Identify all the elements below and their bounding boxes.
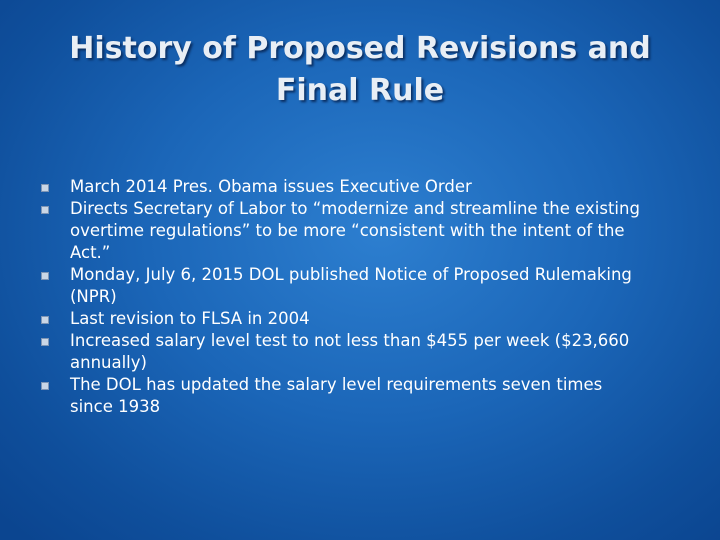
bullet-item-6 — [0, 374, 720, 418]
bullet-5-line-1: Increased salary level test to not less than $455 per week ($23,660 — [70, 331, 630, 350]
bullet-item-4 — [0, 308, 720, 330]
square-bullet-icon — [41, 316, 49, 324]
bullet-3-line-2: (NPR) — [70, 287, 117, 306]
bullet-2-line-3: Act.” — [70, 243, 111, 262]
bullet-item-1 — [0, 176, 720, 198]
bullet-item-3 — [0, 264, 720, 308]
bullet-6-line-1: The DOL has updated the salary level requirements seven times — [70, 375, 603, 394]
bullet-5-line-2: annually) — [70, 353, 147, 372]
square-bullet-icon — [41, 338, 49, 346]
bullet-4-line-1: Last revision to FLSA in 2004 — [70, 309, 310, 328]
square-bullet-icon — [41, 206, 49, 214]
square-bullet-icon — [41, 272, 49, 280]
square-bullet-icon — [41, 382, 49, 390]
footer — [0, 500, 720, 540]
bullet-6-line-2: since 1938 — [70, 397, 161, 416]
slide-title-line-1: History of Proposed Revisions and — [69, 31, 651, 66]
slide-title-line-2: Final Rule — [275, 73, 445, 108]
bullet-item-2 — [0, 198, 720, 264]
bullet-2-line-1: Directs Secretary of Labor to “modernize and streamline the existing — [70, 199, 640, 218]
bullet-2-line-2: overtime regulations” to be more “consistent with the intent of the — [70, 221, 625, 240]
bullet-3-line-1: Monday, July 6, 2015 DOL published Notice of Proposed Rulemaking — [70, 265, 632, 284]
square-bullet-icon — [41, 184, 49, 192]
bullet-1-line-1: March 2014 Pres. Obama issues Executive Order — [70, 177, 472, 196]
slide-title — [40, 28, 680, 112]
bullet-item-5 — [0, 330, 720, 374]
bullet-list — [0, 176, 720, 418]
